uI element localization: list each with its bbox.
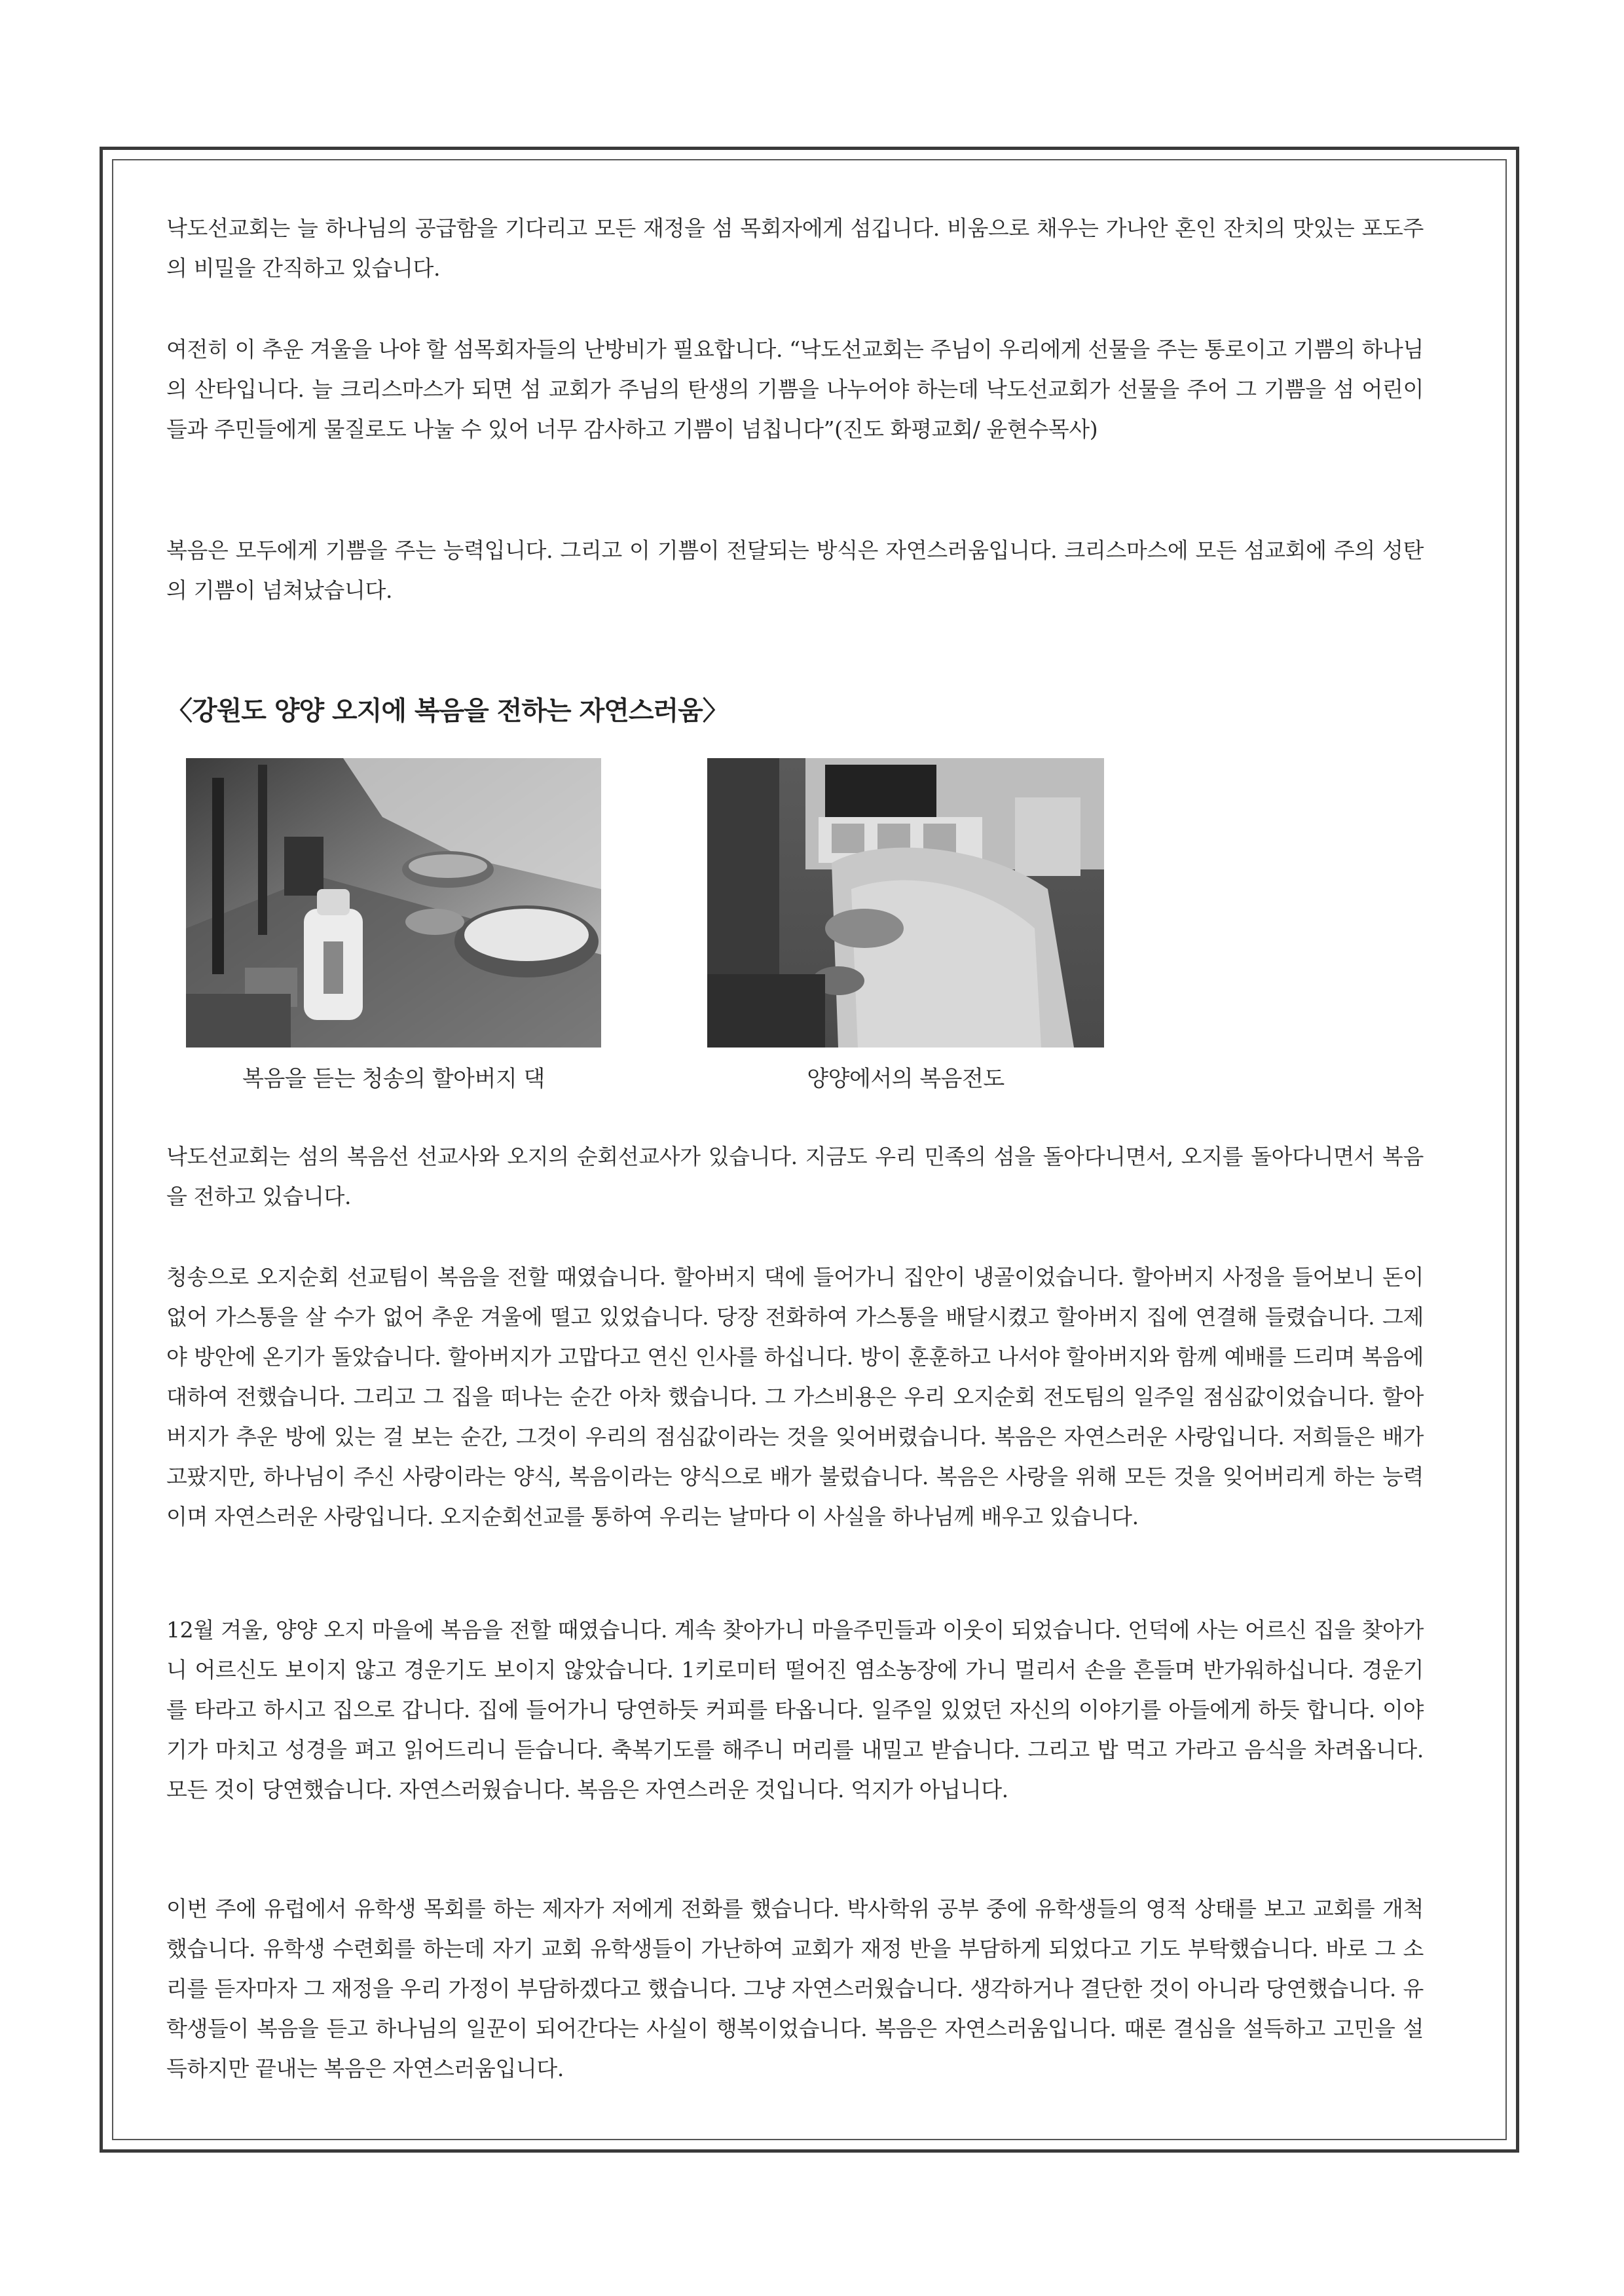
photo-cheongsong-image	[186, 758, 601, 1048]
photo-cheongsong-house	[186, 758, 601, 1048]
paragraph-gospel-joy: 복음은 모두에게 기쁨을 주는 능력입니다. 그리고 이 기쁨이 전달되는 방식은 자연스러움입니다. 크리스마스에 모든 섬교회에 주의 성탄의 기쁨이 넘쳐났습니다.	[166, 538, 1424, 603]
paragraph-missionaries: 낙도선교회는 섬의 복음선 선교사와 오지의 순회선교사가 있습니다. 지금도 우리 민족의 섬을 돌아다니면서, 오지를 돌아다니면서 복음을 전하고 있습니다.	[166, 1144, 1424, 1209]
paragraph-yangyang-story: 12월 겨울, 양양 오지 마을에 복음을 전할 때였습니다. 계속 찾아가니 마을주민들과 이웃이 되었습니다. 언덕에 사는 어르신 집을 찾아가니 어르신도 보이지 않고 경운기도 보이지 않았습니다. 1키로미터 떨어진 염소농장에 가니 멀리서 손을 흔들며 반가워하십니다. 경운기를 타라고 하시고 집으로 갑니다. 집에 들어가니 당연하듯 커피를 타옵니다. 일주일 있었던 자신의 이야기를 아들에게 하듯 합니다. 이야기가 마치고 성경을 펴고 읽어드리니 듣습니다. 축복기도를 해주니 머리를 내밀고 받습니다. 그리고 밥 먹고 가라고 음식을 차려옵니다. 모든 것이 당연했습니다. 자연스러웠습니다. 복음은 자연스러운 것입니다. 억지가 아닙니다.	[166, 1617, 1424, 1802]
photo-caption-yangyang: 양양에서의 복음전도	[807, 1066, 1005, 1092]
paragraph-europe-student-story: 이번 주에 유럽에서 유학생 목회를 하는 제자가 저에게 전화를 했습니다. 박사학위 공부 중에 유학생들의 영적 상태를 보고 교회를 개척했습니다. 유학생 수련회를 하는데 자기 교회 유학생들이 가난하여 교회가 재정 반을 부담하게 되었다고 기도 부탁했습니다. 바로 그 소리를 듣자마자 그 재정을 우리 가정이 부담하겠다고 했습니다. 그냥 자연스러웠습니다. 생각하거나 결단한 것이 아니라 당연했습니다. 유학생들이 복음을 듣고 하나님의 일꾼이 되어간다는 사실이 행복이었습니다. 복음은 자연스러움입니다. 때론 결심을 설득하고 고민을 설득하지만 끝내는 복음은 자연스러움입니다.	[166, 1896, 1424, 2081]
paragraph-heating-costs: 여전히 이 추운 겨울을 나야 할 섬목회자들의 난방비가 필요합니다. “낙도선교회는 주님이 우리에게 선물을 주는 통로이고 기쁨의 하나님의 산타입니다. 늘 크리스마스가 되면 섬 교회가 주님의 탄생의 기쁨을 나누어야 하는데 낙도선교회가 선물을 주어 그 기쁨을 섬 어린이들과 주민들에게 물질로도 나눌 수 있어 너무 감사하고 기쁨이 넘칩니다”(진도 화평교회/ 윤현수목사)	[166, 337, 1424, 442]
section-heading: 〈강원도 양양 오지에 복음을 전하는 자연스러움〉	[166, 696, 728, 726]
paragraph-intro: 낙도선교회는 늘 하나님의 공급함을 기다리고 모든 재정을 섬 목회자에게 섬깁니다. 비움으로 채우는 가나안 혼인 잔치의 맛있는 포도주의 비밀을 간직하고 있습니다.	[166, 215, 1424, 281]
photo-yangyang-evangelism	[707, 758, 1104, 1048]
photo-caption-cheongsong: 복음을 듣는 청송의 할아버지 댁	[242, 1066, 545, 1092]
photo-yangyang-image	[707, 758, 1104, 1048]
paragraph-cheongsong-story: 청송으로 오지순회 선교팀이 복음을 전할 때였습니다. 할아버지 댁에 들어가니 집안이 냉골이었습니다. 할아버지 사정을 들어보니 돈이 없어 가스통을 살 수가 없어 추운 겨울에 떨고 있었습니다. 당장 전화하여 가스통을 배달시켰고 할아버지 집에 연결해 들렸습니다. 그제야 방안에 온기가 돌았습니다. 할아버지가 고맙다고 연신 인사를 하십니다. 방이 훈훈하고 나서야 할아버지와 함께 예배를 드리며 복음에 대하여 전했습니다. 그리고 그 집을 떠나는 순간 아차 했습니다. 그 가스비용은 우리 오지순회 전도팀의 일주일 점심값이었습니다. 할아버지가 추운 방에 있는 걸 보는 순간, 그것이 우리의 점심값이라는 것을 잊어버렸습니다. 복음은 자연스러운 사랑입니다. 저희들은 배가 고팠지만, 하나님이 주신 사랑이라는 양식, 복음이라는 양식으로 배가 불렀습니다. 복음은 사랑을 위해 모든 것을 잊어버리게 하는 능력이며 자연스러운 사랑입니다. 오지순회선교를 통하여 우리는 날마다 이 사실을 하나님께 배우고 있습니다.	[166, 1264, 1424, 1529]
